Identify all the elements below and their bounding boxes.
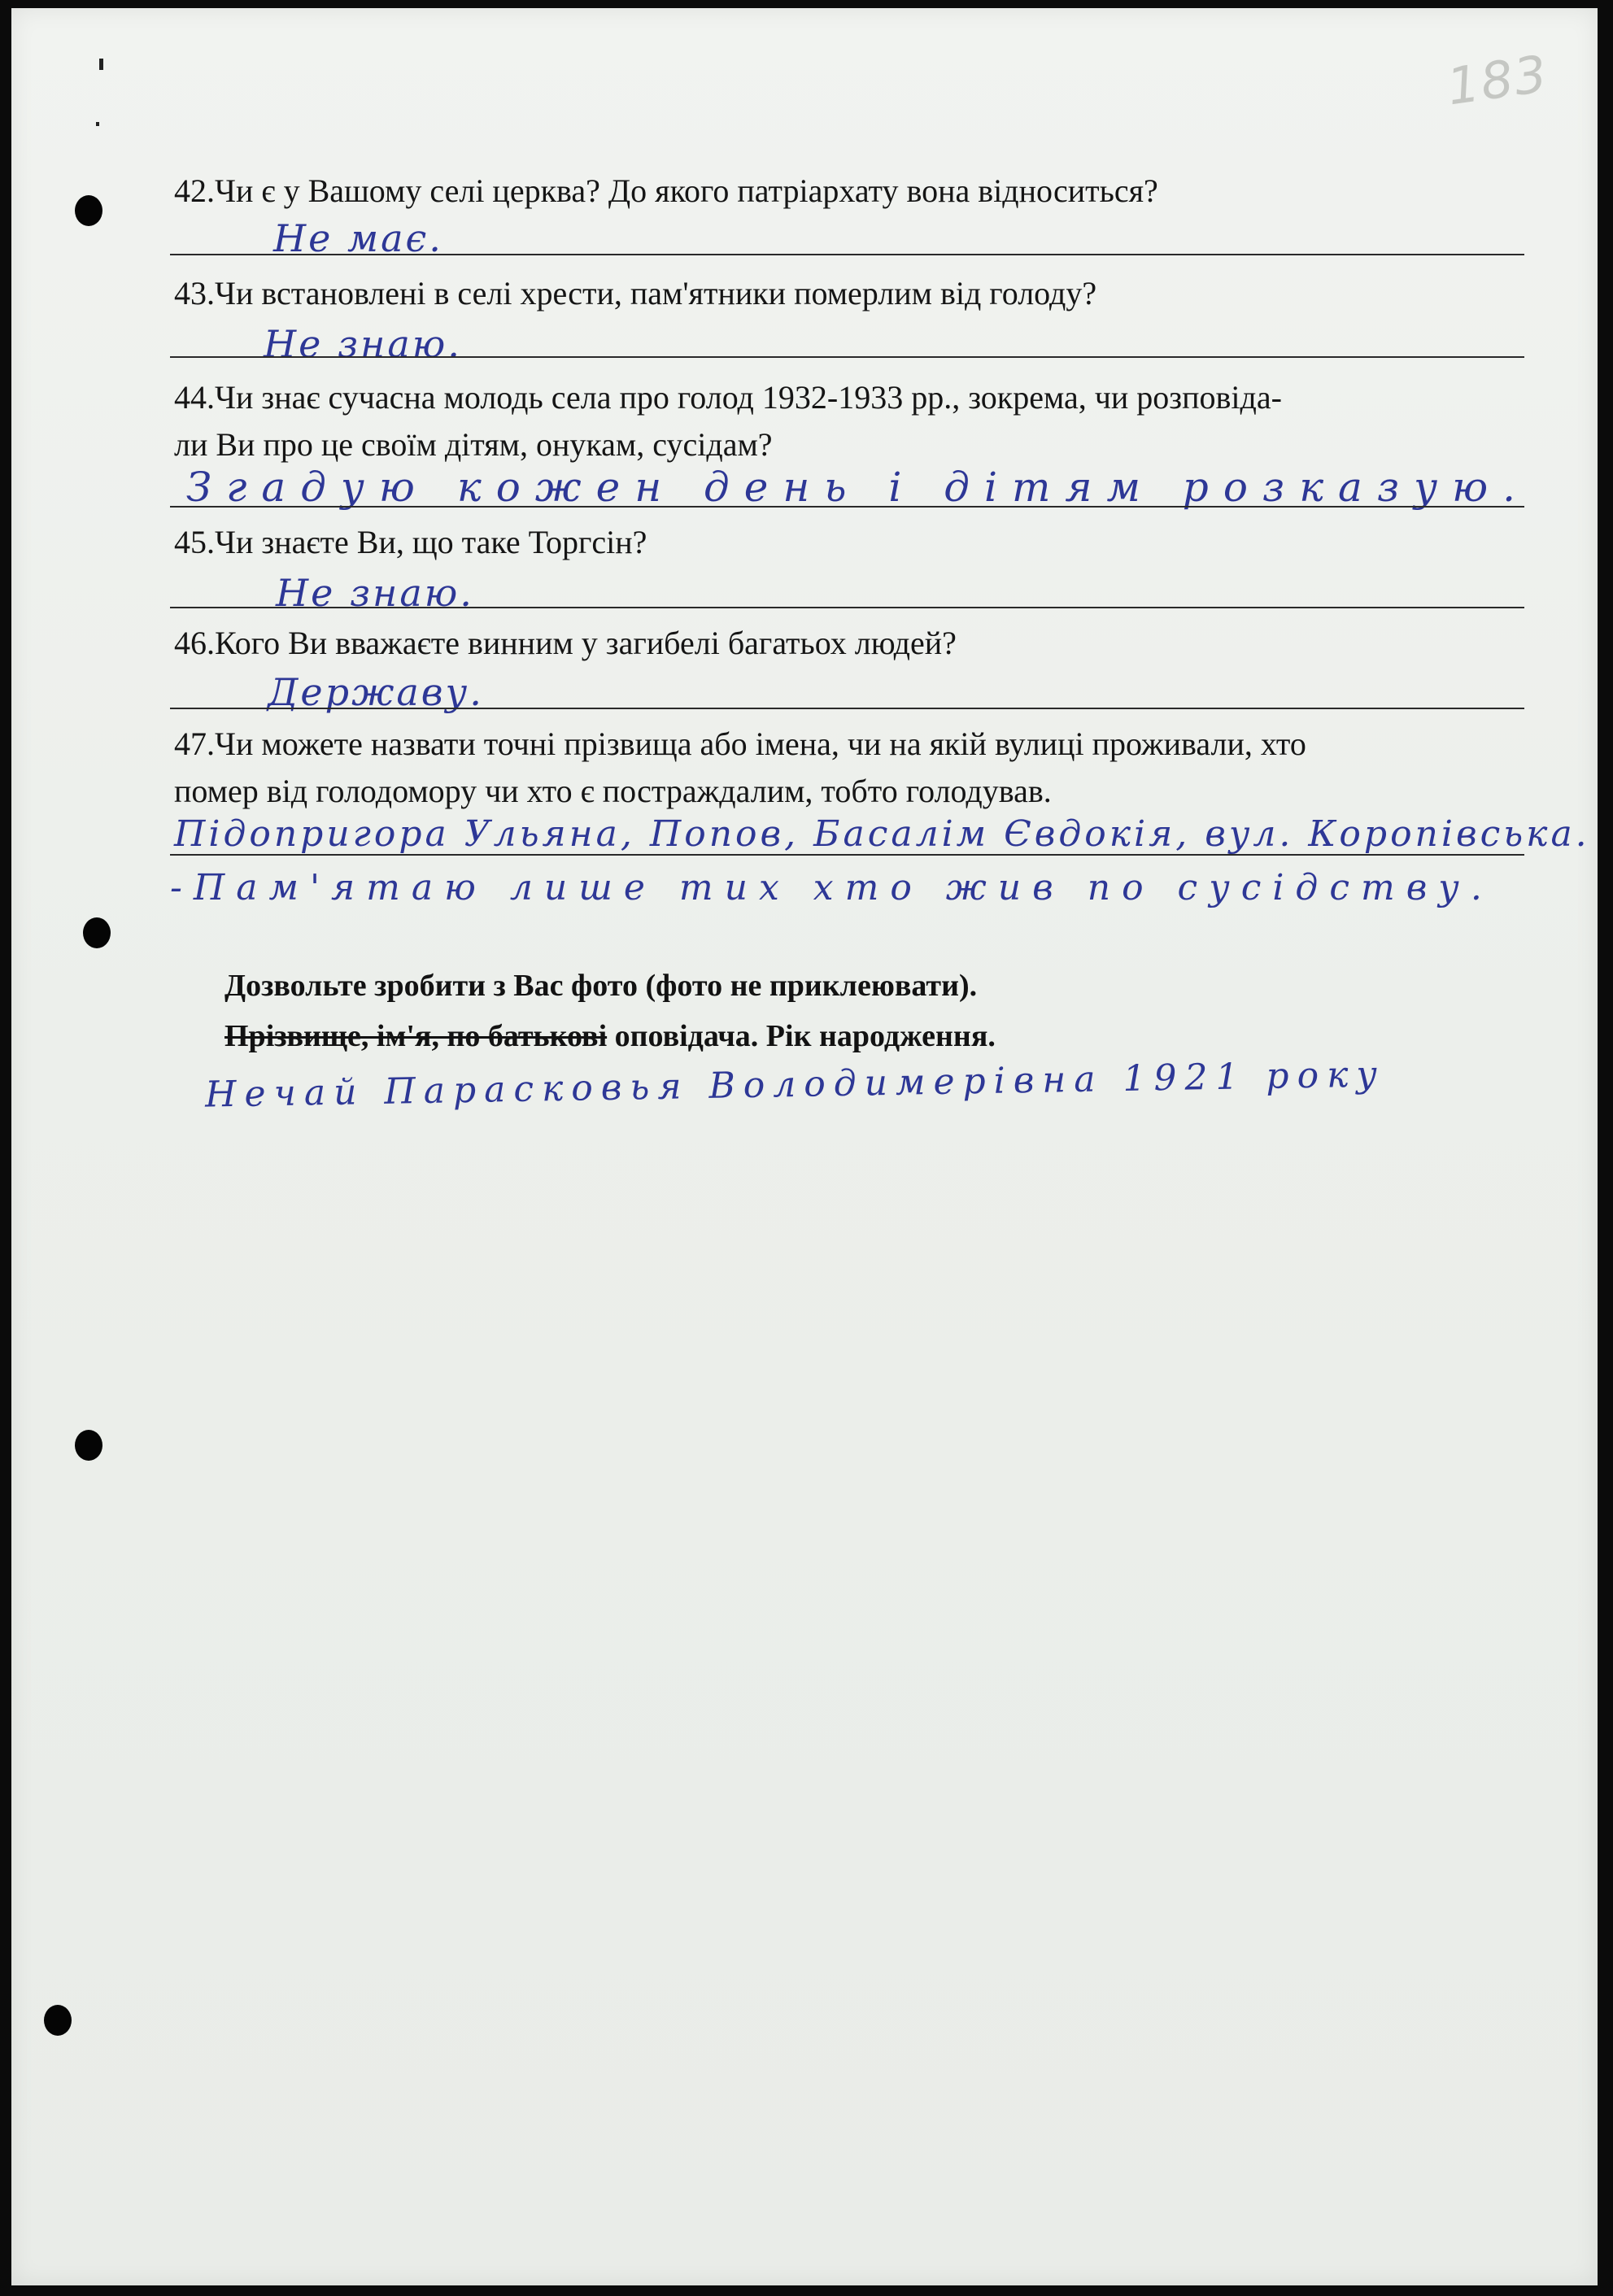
scan-mark: [99, 59, 103, 70]
punch-hole-bottom: [44, 2005, 72, 2036]
question-43: [174, 270, 1524, 317]
question-44: [174, 374, 1524, 468]
question-text: Чи знаєте Ви, що таке Торгсін?: [215, 524, 647, 560]
punch-hole-upper: [83, 917, 111, 948]
answer-line: [170, 708, 1524, 709]
question-text: Чи можете назвати точні прізвища або імена, чи на якій вулиці проживали, хто: [215, 725, 1306, 762]
question-number: 43.: [174, 275, 215, 312]
answer-47-line-2: -Пам'ятаю лише тих хто жив по сусідству.: [170, 867, 1493, 908]
answer-line: [170, 356, 1524, 358]
scan-mark: [96, 122, 99, 126]
question-47: [174, 721, 1524, 815]
answer-46: Державу.: [268, 670, 484, 714]
answer-line: [170, 854, 1524, 856]
narrator-answer: Нечай Парасковья Володимерівна 1921 року: [204, 1053, 1386, 1116]
answer-47-line-1: Підопригора Ульяна, Попов, Басалім Євдокія, вул. Коропівська.: [174, 813, 1590, 855]
question-text: Чи встановлені в селі хрести, пам'ятники померлим від голоду?: [215, 275, 1097, 312]
answer-line: [170, 607, 1524, 608]
answer-43: Не знаю.: [264, 322, 462, 366]
answer-45: Не знаю.: [276, 571, 474, 615]
prompt-text: оповідача. Рік народження.: [607, 1019, 996, 1053]
question-text: Чи є у Вашому селі церква? До якого патріархату вона відноситься?: [215, 172, 1158, 209]
punch-hole-lower: [75, 1430, 102, 1461]
questionnaire-page: [11, 8, 1598, 2285]
answer-line: [170, 506, 1524, 508]
narrator-name-prompt: [225, 1018, 996, 1054]
question-text: Чи знає сучасна молодь села про голод 1932-1933 рр., зокрема, чи розповіда-: [215, 379, 1282, 416]
question-text-continued: ли Ви про це своїм дітям, онукам, сусідам?: [174, 426, 773, 463]
question-46: [174, 620, 1524, 667]
question-42: [174, 168, 1524, 215]
punch-hole-top: [75, 195, 102, 226]
answer-44: Згадую кожен день і дітям розказую.: [186, 464, 1531, 511]
question-number: 45.: [174, 524, 215, 560]
question-number: 46.: [174, 625, 215, 661]
page-number: 183: [1443, 43, 1552, 117]
answer-42: Не має.: [273, 216, 443, 260]
question-number: 47.: [174, 725, 215, 762]
answer-line: [170, 254, 1524, 255]
question-number: 44.: [174, 379, 215, 416]
question-number: 42.: [174, 172, 215, 209]
question-45: [174, 519, 1524, 566]
question-text: Кого Ви вважаєте винним у загибелі багатьох людей?: [215, 625, 957, 661]
struck-text: Прізвище, ім'я, по батькові: [225, 1019, 608, 1053]
question-text-continued: помер від голодомору чи хто є постраждалим, тобто голодував.: [174, 773, 1052, 809]
photo-request: Дозвольте зробити з Вас фото (фото не приклеювати).: [225, 969, 978, 1003]
